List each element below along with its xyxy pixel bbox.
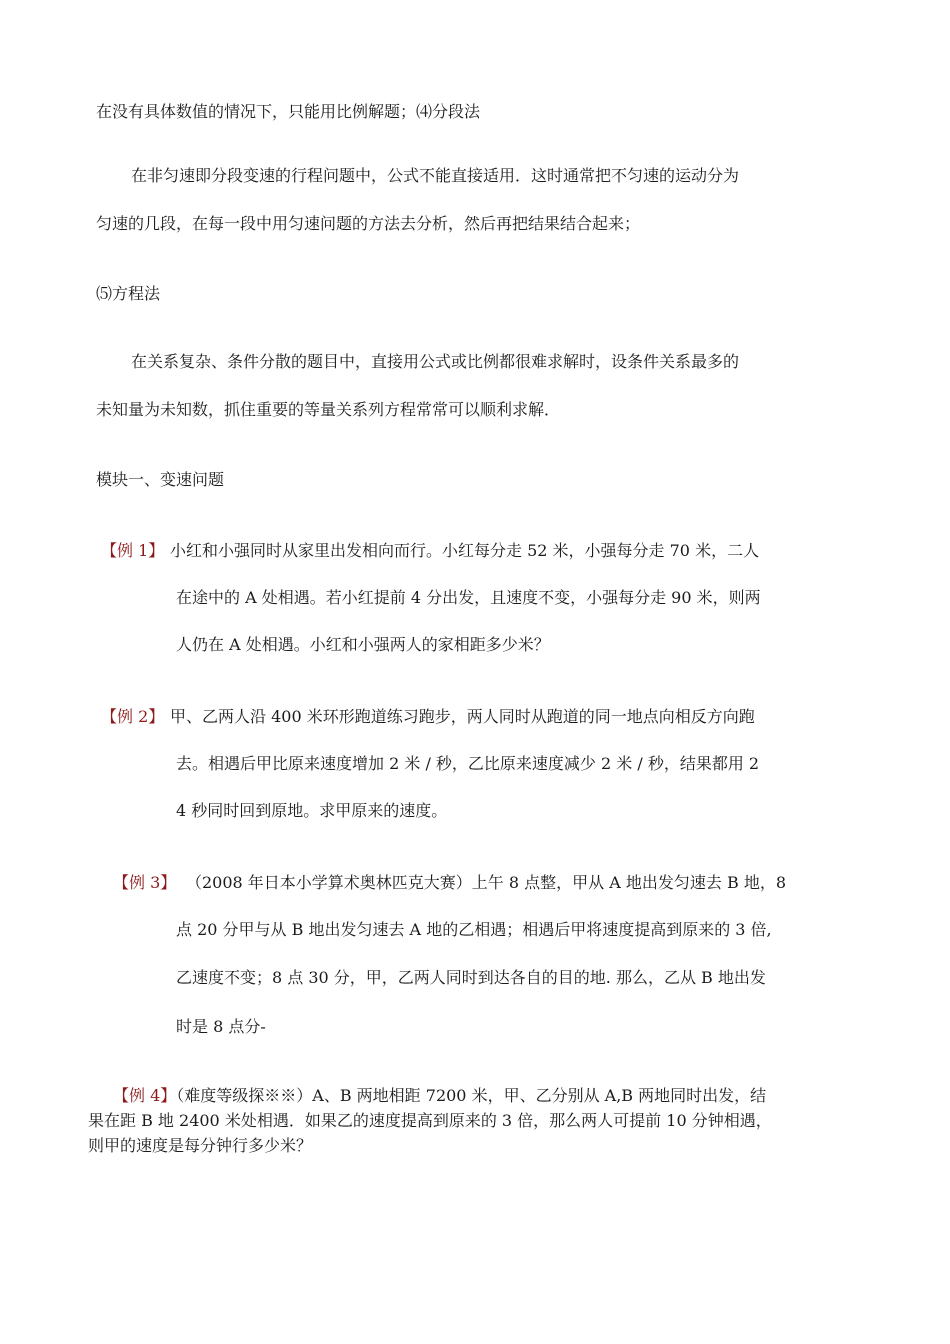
example-1-line-2: 在途中的 A 处相遇。若小红提前 4 分出发，且速度不变，小强每分走 90 米，则两 xyxy=(176,588,761,607)
example-1-tag: 【例 1】 xyxy=(101,541,165,560)
example-4-line-3: 则甲的速度是每分钟行多少米？ xyxy=(88,1136,313,1155)
example-1-line-1: 小红和小强同时从家里出发相向而行。小红每分走 52 米，小强每分走 70 米，二人 xyxy=(170,541,760,560)
segment-method-line-2: 匀速的几段，在每一段中用匀速问题的方法去分析，然后再把结果结合起来； xyxy=(96,214,641,233)
example-4-line-1 xyxy=(113,1086,766,1106)
intro-tail-text: 在没有具体数值的情况下，只能用比例解题；⑷分段法 xyxy=(96,102,481,121)
example-2-line-2: 去。相遇后甲比原来速度增加 2 米 / 秒，乙比原来速度减少 2 米 / 秒，结果都用 2 xyxy=(176,754,760,773)
equation-method-heading: ⑸方程法 xyxy=(96,284,161,303)
example-3-tag: 【例 3】 xyxy=(113,873,177,892)
example-2-tag: 【例 2】 xyxy=(101,707,165,726)
segment-method-line-1: 在非匀速即分段变速的行程问题中，公式不能直接适用．这时通常把不匀速的运动分为 xyxy=(131,166,740,185)
example-1-line-3: 人仍在 A 处相遇。小红和小强两人的家相距多少米？ xyxy=(176,635,550,654)
module-heading: 模块一、变速问题 xyxy=(96,470,225,489)
example-2-line-1: 甲、乙两人沿 400 米环形跑道练习跑步，两人同时从跑道的同一地点向相反方向跑 xyxy=(170,707,755,726)
example-4-line-1-text: （难度等级探※※）A、B 两地相距 7200 米，甲、乙分别从 A,B 两地同时出发，结 xyxy=(176,1086,767,1105)
example-3-line-1: （2008 年日本小学算术奥林匹克大赛）上午 8 点整，甲从 A 地出发匀速去 B 地，8 xyxy=(186,873,786,892)
example-4-tag: 【例 4】 xyxy=(113,1086,177,1105)
example-4-line-2: 果在距 B 地 2400 米处相遇．如果乙的速度提高到原来的 3 倍，那么两人可提前 10 分钟相遇， xyxy=(88,1111,772,1130)
example-3-line-4: 时是 8 点分- xyxy=(176,1017,266,1036)
example-2-line-3: 4 秒同时回到原地。求甲原来的速度。 xyxy=(176,801,448,820)
example-3-line-2: 点 20 分甲与从 B 地出发匀速去 A 地的乙相遇；相遇后甲将速度提高到原来的 3 倍, xyxy=(176,920,772,939)
equation-method-line-1: 在关系复杂、条件分散的题目中，直接用公式或比例都很难求解时，设条件关系最多的 xyxy=(131,352,740,371)
equation-method-line-2: 未知量为未知数，抓住重要的等量关系列方程常常可以顺利求解． xyxy=(96,400,561,419)
example-3-line-3: 乙速度不变；8 点 30 分，甲，乙两人同时到达各自的目的地. 那么，乙从 B 地出发 xyxy=(176,968,766,987)
